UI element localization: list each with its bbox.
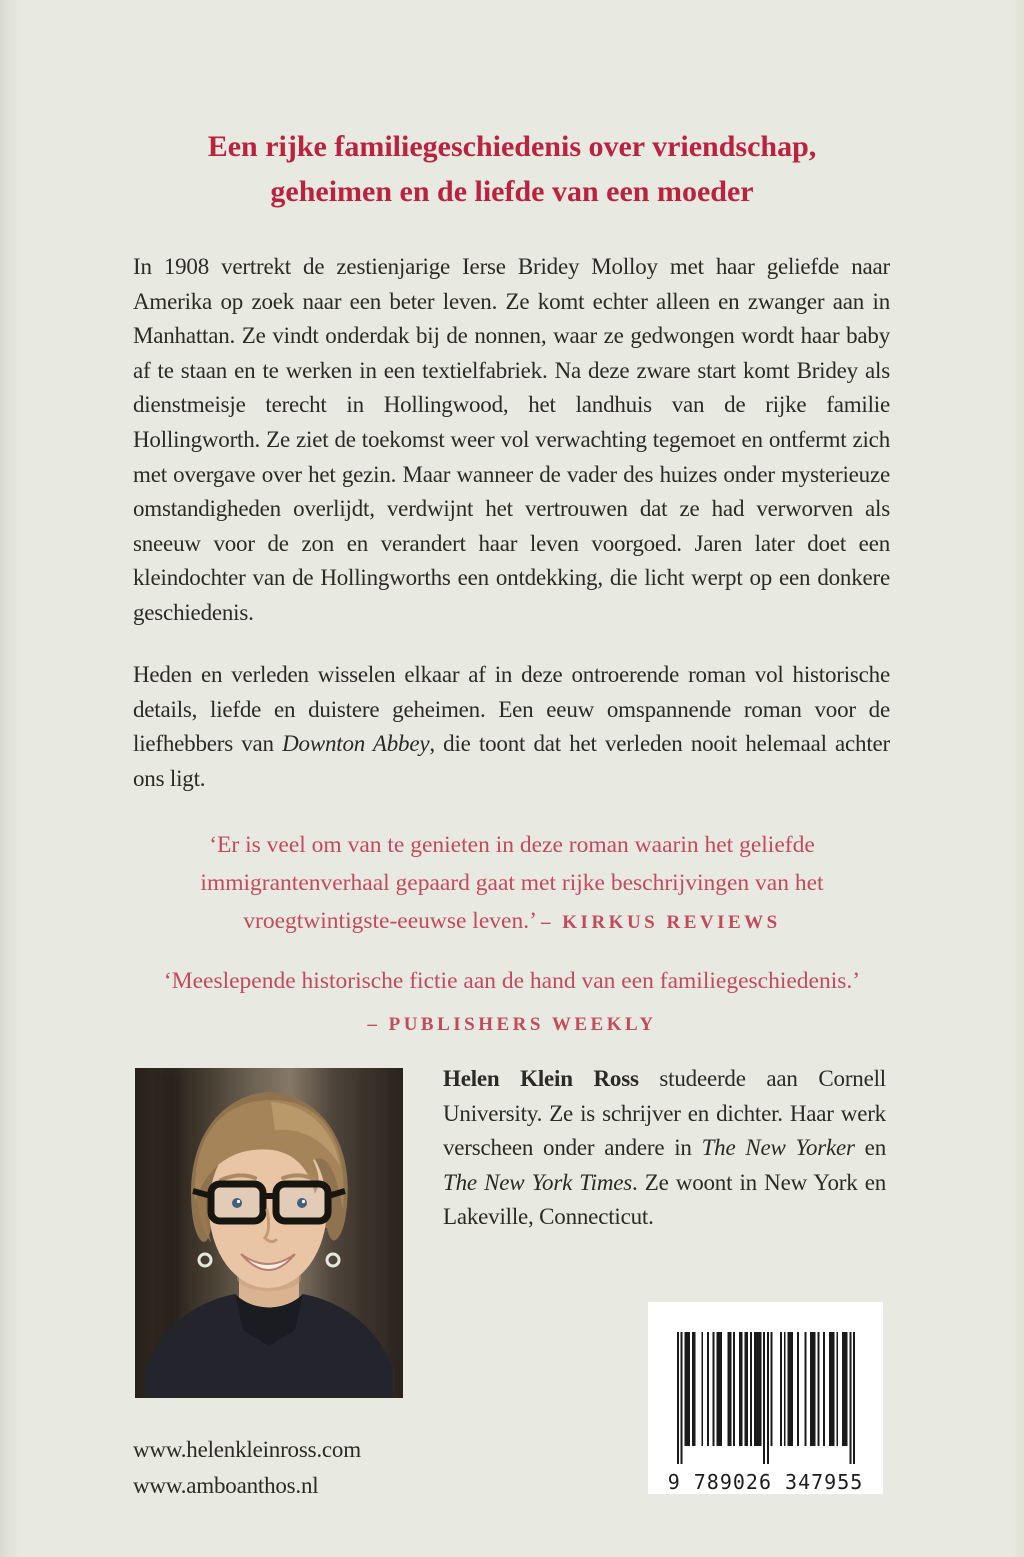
tagline [72,124,952,214]
synopsis-2-text-end: , die toont dat het verleden nooit helemaal achter ons ligt. [133,731,891,791]
barcode-bars [677,1332,855,1464]
tagline-line-2: geheimen en de liefde van een moeder [270,175,754,208]
review-kirkus [132,826,892,942]
website-links [133,1432,361,1504]
review-publishers-weekly [92,962,932,1044]
author-portrait-illustration [135,1068,403,1398]
downton-abbey-title: Downton Abbey [282,731,430,757]
ny-times-title: The New York Times [443,1169,632,1195]
kirkus-quote-text: ‘Er is veel om van te genieten in deze roman waarin het geliefde immigrantenverhaal gepaard gaat met rijke beschrijvingen van het vroegtwintigste-eeuwse leven.’ [200,832,824,934]
author-name: Helen Klein Ross [443,1066,639,1091]
bio-text-3: . Ze woont in New York en Lakeville, Connecticut. [443,1169,887,1230]
synopsis-paragraph-2 [133,658,890,796]
author-website-url: www.helenkleinross.com [133,1437,361,1462]
synopsis-2-text-start: Heden en verleden wisselen elkaar af in deze ontroerende roman vol historische details, liefde en duistere geheimen. Een eeuw omspannende roman voor de liefhebbers van [133,662,890,757]
publisher-website-url: www.amboanthos.nl [133,1473,319,1498]
spine-shadow [0,0,22,1557]
author-photo [135,1068,403,1398]
new-yorker-title: The New Yorker [701,1135,855,1161]
author-bio [443,1062,886,1235]
barcode [648,1302,883,1494]
isbn-number: 9 789026 347955 [667,1470,864,1494]
pw-attribution: – PUBLISHERS WEEKLY [367,1014,657,1035]
bio-text-1: studeerde aan Cornell University. Ze is schrijver en dichter. Haar werk verscheen onder andere in [443,1066,886,1161]
synopsis-paragraph-1: In 1908 vertrekt de zestienjarige Ierse Bridey Molloy met haar geliefde naar Amerika op zoek naar een beter leven. Ze komt echter alleen en zwanger aan in Manhattan. Ze vindt onderdak bij de nonnen, waar ze gedwongen wordt haar baby af te staan en te werken in een textielfabriek. Na deze zware start komt Bridey als dienstmeisje terecht in Hollingwood, het landhuis van de rijke familie Hollingworth. Ze ziet de toekomst weer vol verwachting tegemoet en ontfermt zich met overgave over het gezin. Maar wanneer de vader des huizes onder mysterieuze omstandigheden overlijdt, verdwijnt het vertrouwen dat ze had verworven als sneeuw voor de zon en verandert haar leven voorgoed. Jaren later doet een kleindochter van de Hollingworths een ontdekking, die licht werpt op een donkere geschiedenis. [133,254,890,625]
pw-quote-text: ‘Meeslepende historische fictie aan de hand van een familiegeschiedenis.’ [163,968,861,994]
tagline-line-1: Een rijke familiegeschiedenis over vriendschap, [207,130,817,163]
kirkus-attribution: – KIRKUS REVIEWS [541,912,781,933]
bio-text-2: en [854,1135,886,1161]
right-edge-shadow [1010,0,1024,1557]
